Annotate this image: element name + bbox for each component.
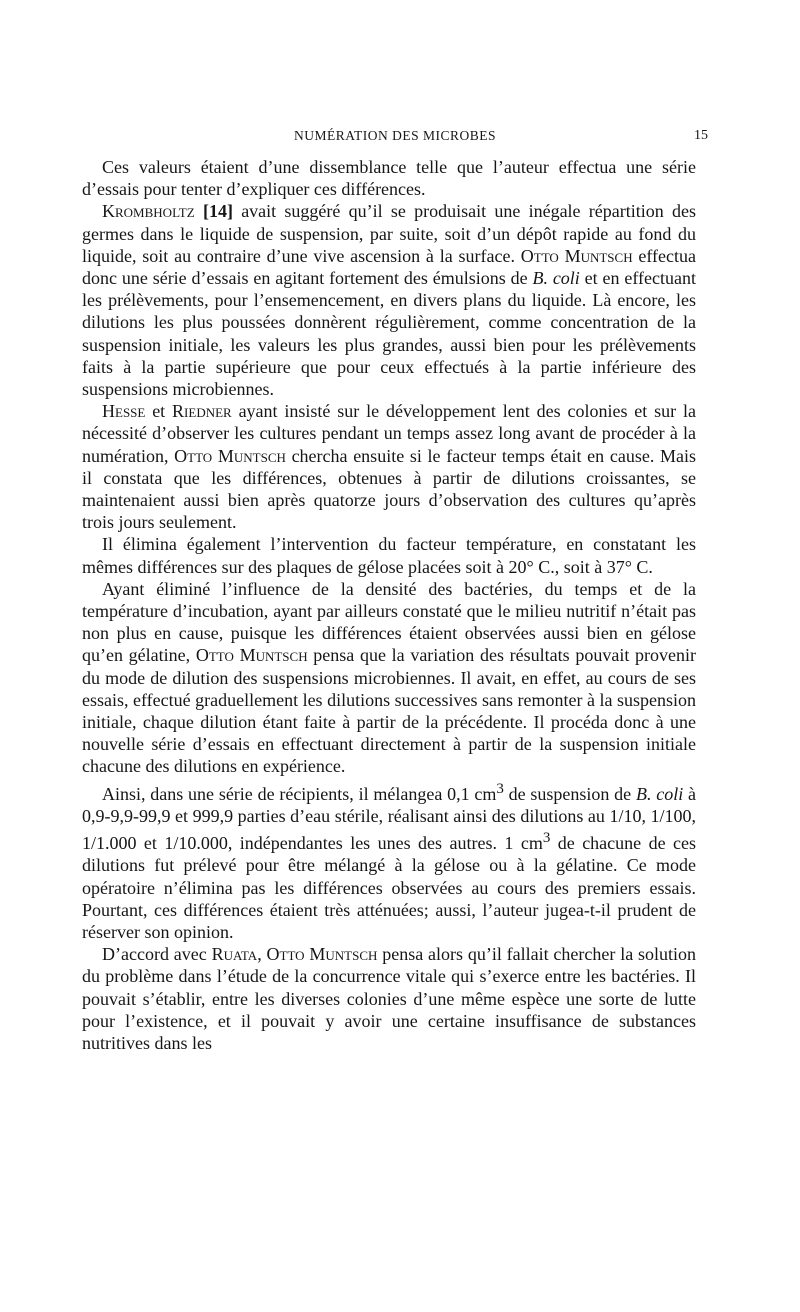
running-head	[82, 128, 708, 148]
text-run: Ayant éliminé l’influence de la densité des bactéries, du temps et de la température d’incubation, ayant par ailleurs constaté que le milieu nutritif n’était pas non plus en cause, puisque les différences étaient observées aussi bien en gélose qu’en gélatine,	[82, 578, 696, 666]
superscript: 3	[496, 780, 504, 797]
paragraph-6	[82, 778, 696, 943]
author-name: Otto Muntsch	[520, 245, 633, 266]
author-name: Hesse	[102, 401, 146, 422]
author-name: Krombholtz	[102, 201, 195, 222]
paragraph-2	[82, 200, 696, 400]
page-number: 15	[694, 128, 708, 143]
text-run: ayant insisté sur le développement lent des colonies et sur la nécessité d’observer les cultures pendant un temps assez long avant de procéder à la numération,	[82, 401, 696, 466]
text-run: de chacune de ces dilutions fut prélevé pour être mélangé à la gélose ou à la gélatine. Ce mode opératoire n’élimina pas les différences observées au cours des premiers essais. Pourtant, ces différences étaient très atténuées; aussi, l’auteur jugea-t-il prudent de réserver son opinion.	[82, 833, 696, 942]
author-name: Otto Muntsch	[266, 944, 378, 965]
text-run: chercha ensuite si le facteur temps était en cause. Mais il constata que les différences, obtenues à partir de dilutions croissantes, se maintenaient aussi bien après quatorze jours d’observation des cultures qu’après trois jours seulement.	[82, 445, 696, 533]
text-run: et en effectuant les prélèvements, pour l’ensemencement, en divers plans du liquide. Là encore, les dilutions les plus poussées donnèrent régulièrement, comme concentration de la suspension initiale, les valeurs les plus grandes, aussi bien pour les prélèvements faits à la partie supérieure que pour ceux effectués à la partie inférieure des suspensions microbiennes.	[82, 268, 697, 400]
author-name: Otto Muntsch	[174, 445, 286, 466]
text-run: pensa alors qu’il fallait chercher la solution du problème dans l’étude de la concurrence vitale qui s’exerce entre les bactéries. Il pouvait s’établir, entre les diverses colonies d’une même espèce une sorte de lutte pour l’existence, et il pouvait y avoir une certaine insuffisance de substances nutritives dans les	[82, 944, 697, 1053]
text-run: avait suggéré qu’il se produisait une inégale répartition des germes dans le liquide de suspension, par suite, soit d’un dépôt rapide au fond du liquide, soit au contraire d’une vive ascension à la surface.	[82, 201, 696, 266]
text-run: ,	[257, 944, 267, 965]
species-name: B. coli	[635, 783, 684, 804]
text-run: pensa que la variation des résultats pouvait provenir du mode de dilution des suspensions microbiennes. Il avait, en effet, au cours de ses essais, effectué graduellement les dilutions successives sans remonter à la suspension initiale, chaque dilution étant faite à partir de la précédente. Il procéda donc à une nouvelle série d’essais en effectuant directement à partir de la suspension initiale chacune des dilutions en expérience.	[82, 645, 697, 777]
running-title: NUMÉRATION DES MICROBES	[293, 128, 497, 143]
author-name: Riedner	[172, 401, 232, 422]
superscript: 3	[542, 830, 551, 847]
author-name: Ruata	[211, 944, 258, 965]
text-run: et	[145, 401, 173, 422]
paragraph-7	[82, 943, 696, 1054]
paragraph-5	[82, 578, 696, 778]
text-run: Ainsi, dans une série de récipients, il mélangea 0,1 cm	[102, 783, 497, 804]
author-name: Otto Muntsch	[195, 645, 308, 666]
text-run: à 0,9-9,9-99,9 et 999,9 parties d’eau stérile, réalisant ainsi des dilutions au 1/10, 1/100, 1/1.000 et 1/10.000, indépendantes les unes des autres. 1 cm	[82, 783, 696, 854]
species-name: B. coli	[532, 268, 580, 289]
text-run: D’accord avec	[102, 944, 212, 965]
body-text	[82, 156, 696, 1054]
paragraph-1: Ces valeurs étaient d’une dissemblance telle que l’auteur effectua une série d’essais pour tenter d’expliquer ces différences.	[82, 157, 696, 200]
reference: [14]	[202, 201, 233, 222]
text-run: de suspension de	[503, 783, 636, 804]
text-run: effectua donc une série d’essais en agitant fortement des émulsions de	[82, 245, 697, 289]
paragraph-4: Il élimina également l’intervention du facteur température, en constatant les mêmes différences sur des plaques de gélose placées soit à 20° C., soit à 37° C.	[82, 534, 696, 577]
paragraph-3	[82, 400, 696, 533]
